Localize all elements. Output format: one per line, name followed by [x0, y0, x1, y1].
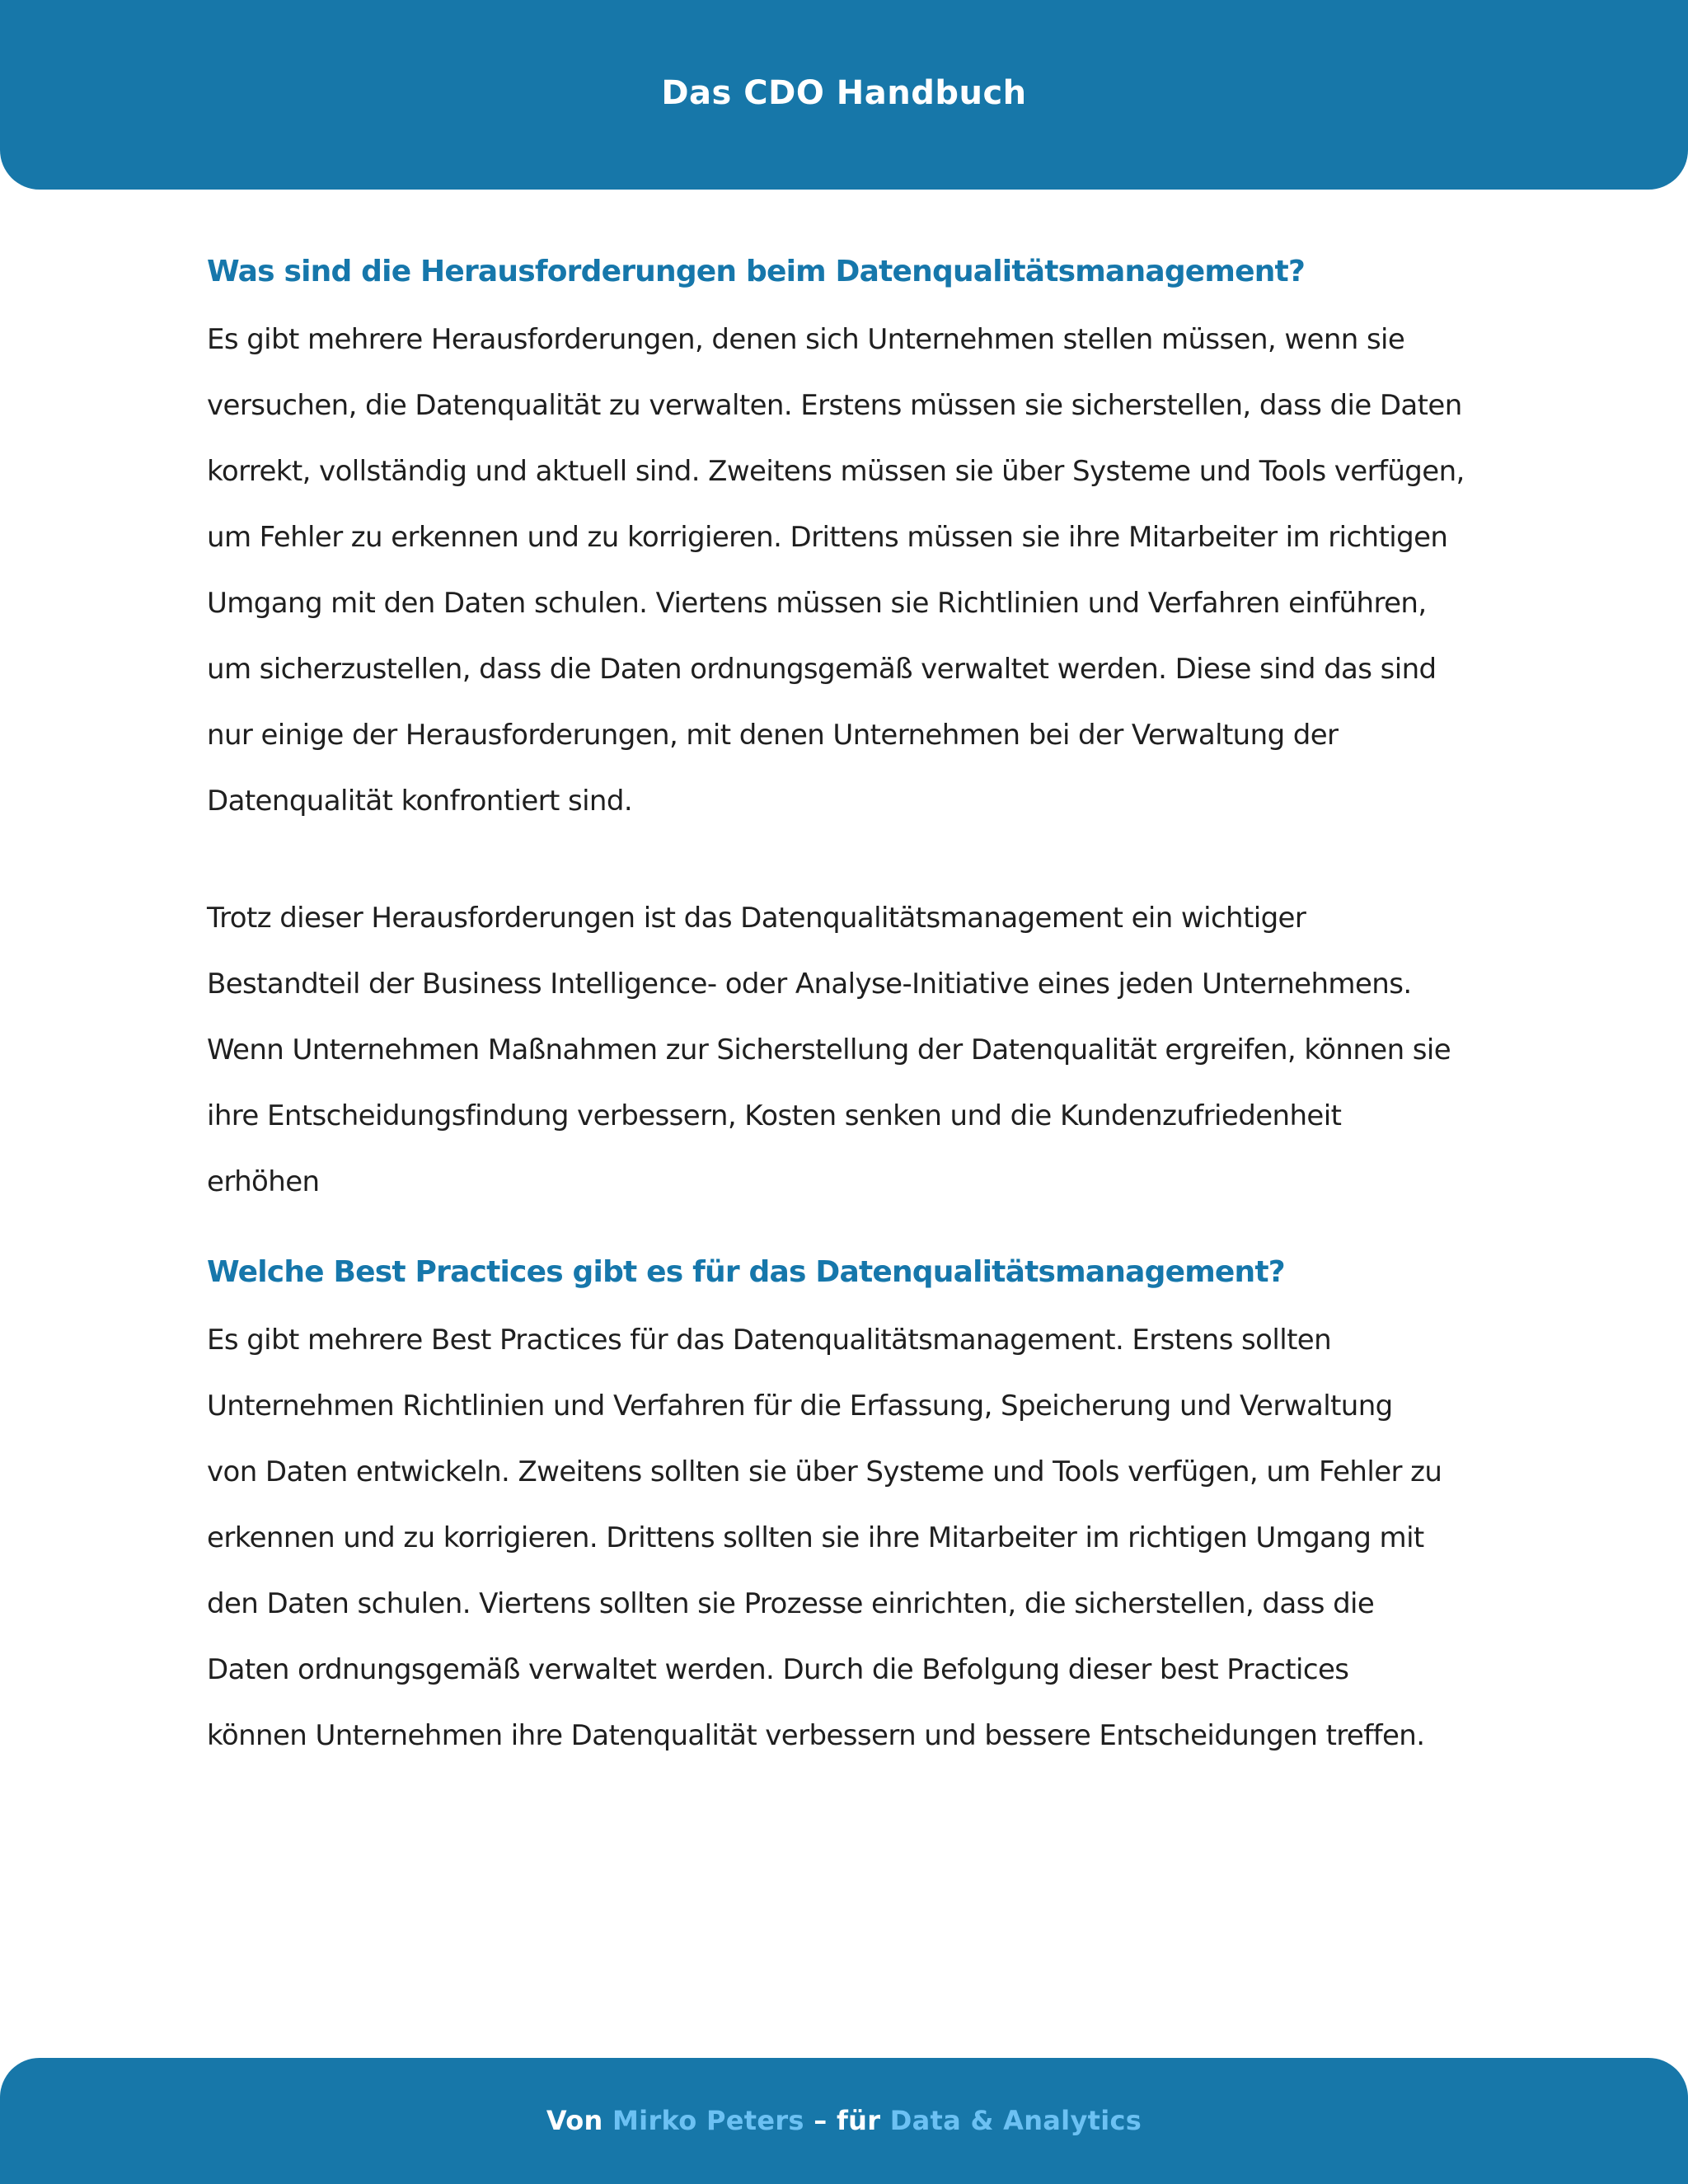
footer-credit: [0, 2102, 1688, 2139]
text-line: von Daten entwickeln. Zweitens sollten sie über Systeme und Tools verfügen, um Fehler zu: [207, 1455, 1442, 1488]
text-line: Umgang mit den Daten schulen. Viertens müssen sie Richtlinien und Verfahren einführen,: [207, 587, 1427, 620]
footer-topic: Data & Analytics: [889, 2105, 1142, 2136]
section-heading-best-practices: Welche Best Practices gibt es für das Datenqualitätsmanagement?: [207, 1255, 1285, 1289]
text-line: Es gibt mehrere Best Practices für das Datenqualitätsmanagement. Erstens sollten: [207, 1324, 1332, 1357]
text-line: um Fehler zu erkennen und zu korrigieren. Drittens müssen sie ihre Mitarbeiter im richtigen: [207, 521, 1448, 554]
footer-prefix: Von: [546, 2105, 603, 2136]
text-line: um sicherzustellen, dass die Daten ordnungsgemäß verwaltet werden. Diese sind das sind: [207, 653, 1437, 686]
paragraph-best-practices: [207, 1307, 1493, 1769]
text-line: korrekt, vollständig und aktuell sind. Zweitens müssen sie über Systeme und Tools verfügen,: [207, 455, 1465, 488]
text-line: ihre Entscheidungsfindung verbessern, Kosten senken und die Kundenzufriedenheit: [207, 1099, 1342, 1132]
text-line: nur einige der Herausforderungen, mit denen Unternehmen bei der Verwaltung der: [207, 719, 1339, 752]
document-title: Das CDO Handbuch: [661, 74, 1027, 112]
text-line: Es gibt mehrere Herausforderungen, denen sich Unternehmen stellen müssen, wenn sie: [207, 323, 1405, 356]
text-line: Bestandteil der Business Intelligence- oder Analyse-Initiative eines jeden Unternehmens.: [207, 968, 1412, 1001]
page-footer: [0, 2058, 1688, 2184]
section-heading-challenges: Was sind die Herausforderungen beim Datenqualitätsmanagement?: [207, 255, 1306, 288]
text-line: Unternehmen Richtlinien und Verfahren für die Erfassung, Speicherung und Verwaltung: [207, 1390, 1393, 1422]
text-line: erkennen und zu korrigieren. Drittens sollten sie ihre Mitarbeiter im richtigen Umgang mit: [207, 1521, 1424, 1554]
text-line: den Daten schulen. Viertens sollten sie Prozesse einrichten, die sicherstellen, dass die: [207, 1587, 1375, 1620]
footer-author: Mirko Peters: [612, 2105, 804, 2136]
text-line: Wenn Unternehmen Maßnahmen zur Sicherstellung der Datenqualität ergreifen, können sie: [207, 1033, 1451, 1066]
text-line: erhöhen: [207, 1165, 320, 1198]
text-line: Trotz dieser Herausforderungen ist das Datenqualitätsmanagement ein wichtiger: [207, 902, 1306, 935]
text-line: können Unternehmen ihre Datenqualität verbessern und bessere Entscheidungen treffen.: [207, 1719, 1425, 1752]
paragraph-challenges-intro: [207, 307, 1493, 834]
text-line: Datenqualität konfrontiert sind.: [207, 785, 633, 818]
page-header: [0, 0, 1688, 190]
text-line: versuchen, die Datenqualität zu verwalten. Erstens müssen sie sicherstellen, dass die Daten: [207, 389, 1462, 422]
paragraph-challenges-importance: [207, 885, 1493, 1215]
text-line: Daten ordnungsgemäß verwaltet werden. Durch die Befolgung dieser best Practices: [207, 1653, 1349, 1686]
main-content: [207, 247, 1493, 1769]
footer-separator: – für: [814, 2105, 881, 2136]
